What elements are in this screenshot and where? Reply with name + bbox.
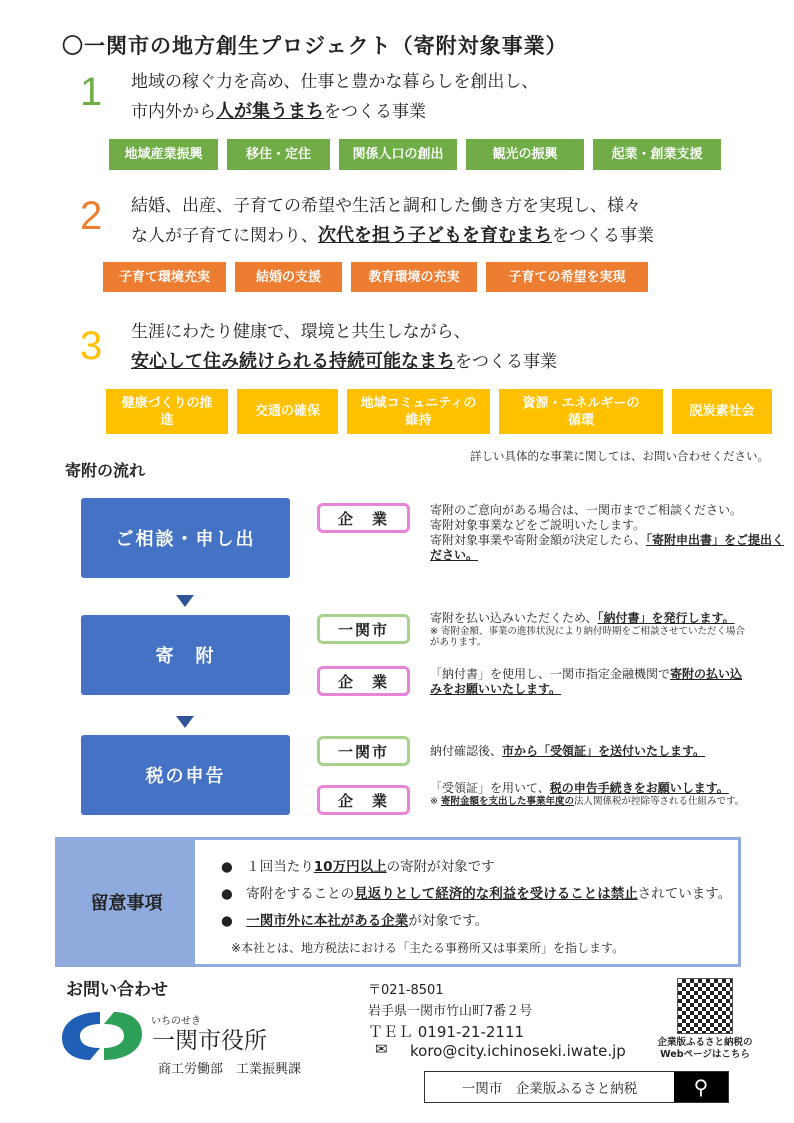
emphasis: 次代を担う子どもを育むまち	[318, 225, 552, 246]
emphasis: 10万円以上	[313, 859, 387, 875]
text: な人が子育てに関わり、	[131, 226, 318, 246]
office-name: 一関市役所	[152, 1028, 267, 1054]
department: 商工労働部 工業振興課	[158, 1062, 302, 1077]
desc-payment	[430, 667, 750, 697]
city-logo-icon	[60, 1008, 144, 1064]
text: の寄附が対象です	[386, 859, 495, 875]
text: ※	[430, 796, 441, 807]
project-3-text	[131, 318, 557, 377]
tag: 子育ての希望を実現	[486, 262, 648, 292]
qr-caption	[650, 1037, 760, 1061]
postal-code: 〒021-8501	[368, 983, 444, 998]
text: が対象です。	[408, 913, 489, 929]
desc-receipt	[430, 744, 705, 759]
text: 寄附をすることの	[246, 886, 355, 902]
tag: 観光の振興	[466, 139, 584, 170]
emphasis: 一関市外に本社がある企業	[246, 913, 409, 929]
page-title: 〇一関市の地方創生プロジェクト（寄附対象事業）	[62, 34, 568, 58]
step-donation: 寄 附	[81, 615, 290, 695]
search-box[interactable]	[424, 1071, 729, 1103]
tag: 関係人口の創出	[339, 139, 457, 170]
project-2-text	[131, 192, 654, 251]
emphasis: 「寄附申出書」をご提出ください。	[430, 533, 785, 562]
text: 寄附を払い込みいただくため、	[430, 611, 598, 625]
tag: 子育て環境充実	[103, 262, 226, 292]
actor-city: 一関市	[317, 614, 410, 644]
contact-heading: お問い合わせ	[66, 980, 168, 1000]
project-number-2: 2	[80, 194, 103, 238]
actor-company: 企 業	[317, 503, 410, 533]
address: 岩手県一関市竹山町7番２号	[368, 1004, 533, 1019]
tag: 資源・エネルギーの循環	[499, 389, 663, 434]
line: 生涯にわたり健康で、環境と共生しながら、	[131, 322, 471, 342]
desc-tax	[430, 781, 750, 807]
project-1-tags	[109, 139, 721, 170]
text: をつくる事業	[324, 102, 426, 122]
arrow-down-icon	[176, 595, 194, 607]
text: 寄附対象事業などをご説明いたします。	[430, 518, 646, 532]
project-1-text	[131, 68, 538, 127]
footnote: ※ 寄附金額、事業の進捗状況により納付時期をご相談させていただく場合があります。	[430, 626, 745, 648]
note: ※本社とは、地方税法における「主たる事務所又は事業所」を指します。	[231, 941, 625, 955]
emphasis: 市から「受領証」を送付いたします。	[502, 744, 706, 758]
project-2-tags	[103, 262, 648, 292]
text: 市内外から	[131, 102, 216, 122]
text: １回当たり	[246, 859, 314, 875]
address-block	[368, 980, 532, 1043]
actor-company: 企 業	[317, 785, 410, 815]
text: 納付確認後、	[430, 744, 503, 758]
search-text[interactable]: 一関市 企業版ふるさと納税	[461, 1081, 638, 1097]
inquiry-note: 詳しい具体的な事業に関しては、お問い合わせください。	[470, 449, 769, 463]
tag: 移住・定住	[227, 139, 330, 170]
actor-city: 一関市	[317, 736, 410, 766]
search-icon[interactable]: ⚲	[674, 1072, 728, 1102]
tag: 起業・創業支援	[593, 139, 721, 170]
tag: 健康づくりの推進	[106, 389, 228, 434]
tag: 教育環境の充実	[351, 262, 477, 292]
project-3-tags	[106, 389, 772, 434]
tag: 脱炭素社会	[672, 389, 772, 434]
arrow-down-icon	[176, 716, 194, 728]
notes-heading: 留意事項	[58, 840, 195, 964]
emphasis: 安心して住み続けられる持続可能なまち	[131, 351, 455, 372]
text: 「受領証」を用いて、	[430, 781, 550, 795]
text: 法人関係税が控除等される仕組みです。	[574, 796, 745, 807]
text: 「納付書」を使用し、一関市指定金融機関で	[430, 667, 671, 681]
text: をつくる事業	[455, 352, 557, 372]
text: 寄附のご意向がある場合は、一関市までご相談ください。	[430, 503, 743, 517]
text: Webページはこちら	[660, 1049, 750, 1060]
emphasis: 見返りとして経済的な利益を受けることは禁止	[354, 886, 638, 902]
qr-code[interactable]	[677, 978, 733, 1034]
flow-heading: 寄附の流れ	[65, 461, 146, 480]
text: 寄附対象事業や寄附金額が決定したら、	[430, 533, 647, 547]
emphasis: 「納付書」を発行します。	[597, 611, 735, 625]
step-tax-filing: 税の申告	[81, 735, 290, 815]
text: されています。	[637, 886, 732, 902]
notes-box	[55, 837, 741, 967]
mail-icon: ✉	[375, 1040, 388, 1058]
emphasis: 人が集うまち	[216, 101, 324, 122]
notes-list: ● １回当たり10万円以上の寄附が対象です ● 寄附をすることの見返りとして経済的な利益を受けることは禁止されています。 ● 一関市外に本社がある企業が対象です。 ※本社とは、地方税法における「主たる事務所又は事業所」を指します。	[195, 840, 731, 964]
email-link[interactable]: koro@city.ichinoseki.iwate.jp	[410, 1042, 626, 1060]
line: 地域の稼ぐ力を高め、仕事と豊かな暮らしを創出し、	[131, 72, 539, 92]
tag: 地域産業振興	[109, 139, 218, 170]
desc-consultation	[430, 503, 794, 563]
desc-invoice	[430, 611, 750, 648]
office-furigana: いちのせき	[151, 1016, 201, 1027]
tag: 結婚の支援	[235, 262, 342, 292]
text: 企業版ふるさと納税の	[657, 1037, 753, 1048]
emphasis: 寄附の払い込みをお願いいたします。	[430, 667, 743, 696]
actor-company: 企 業	[317, 666, 410, 696]
line: 結婚、出産、子育ての希望や生活と調和した働き方を実現し、様々	[131, 196, 641, 216]
tag: 交通の確保	[237, 389, 338, 434]
emphasis: 寄附金額を支出した事業年度の	[440, 796, 574, 807]
phone: ＴＥＬ 0191-21-2111	[368, 1023, 525, 1041]
tag: 地域コミュニティの維持	[347, 389, 490, 434]
step-consultation: ご相談・申し出	[81, 498, 290, 578]
project-number-1: 1	[80, 70, 103, 114]
project-number-3: 3	[80, 324, 103, 368]
text: をつくる事業	[552, 226, 654, 246]
emphasis: 税の申告手続きをお願いします。	[549, 781, 729, 795]
